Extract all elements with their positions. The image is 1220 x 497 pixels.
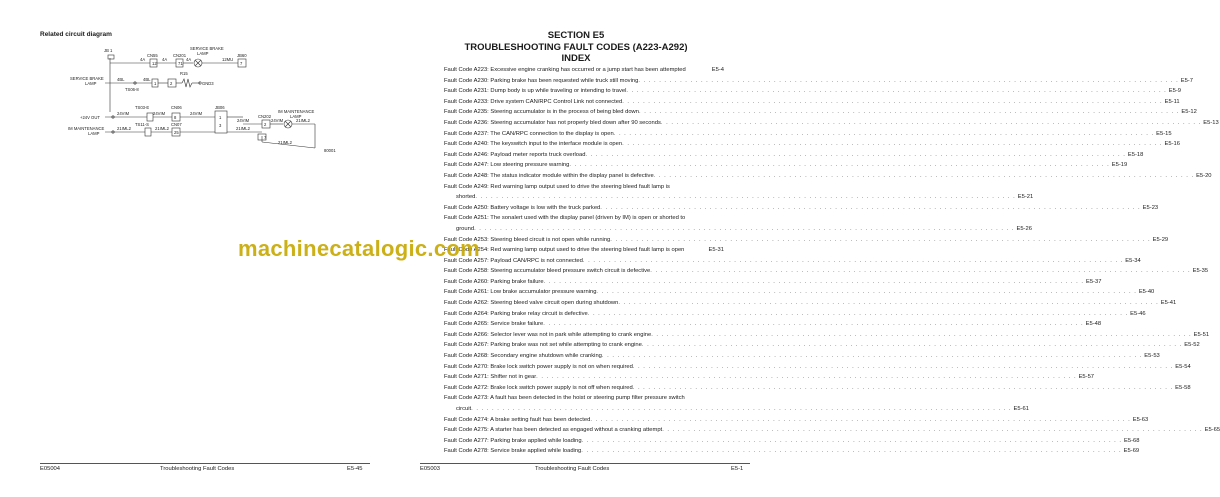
index-entry[interactable] [444, 182, 1034, 203]
footer-left-code: E05004 [40, 466, 60, 472]
index-entry-page: E5-12 [1181, 109, 1197, 116]
leader-dots [581, 446, 1121, 457]
index-entry-text: Fault Code A264: Parking brake relay circuit is defective [444, 310, 588, 317]
label-jb60: JB60 [237, 53, 247, 58]
leader-dots [569, 160, 1109, 171]
leader-dots [622, 97, 1162, 108]
index-entry-page: E5-13 [1203, 119, 1219, 126]
label-21iml2: 21IML2 [296, 118, 310, 123]
index-entry[interactable] [444, 97, 1180, 108]
index-entry[interactable] [444, 266, 1209, 277]
index-entry[interactable] [444, 235, 1169, 246]
leader-dots [618, 298, 1158, 309]
section-title: TROUBLESHOOTING FAULT CODES (A223-A292) [464, 41, 688, 53]
index-entry[interactable] [444, 76, 1193, 87]
leader-dots [600, 203, 1140, 214]
index-entry-continuation: shorted [456, 194, 476, 201]
label-21iml2-b: 21IML2 [117, 126, 131, 131]
index-entry-text: Fault Code A235: Steering accumulator is in the process of being bled down [444, 109, 639, 116]
label-sbl-left: SERVICE BRAKE [70, 76, 104, 81]
index-entry-text: Fault Code A233: Drive system CAN/RPC Control Link not connected [444, 98, 623, 105]
label-cn06: CN06 [171, 105, 182, 110]
footer-right-title: Troubleshooting Fault Codes [535, 466, 610, 472]
label-diagram-code: 80001 [324, 148, 336, 153]
label-12: 12 [152, 61, 157, 66]
index-entry-text: Fault Code A254: Red warning lamp output used to drive the steering bleed fault lamp is open [444, 247, 685, 254]
label-24vim: 24VIM [117, 111, 130, 116]
index-entry-text: Fault Code A240: The keyswitch input to the interface module is open [444, 141, 623, 148]
leader-dots [651, 330, 1191, 341]
index-entry-page: E5-35 [1192, 268, 1209, 275]
index-entry-text: Fault Code A271: Shifter not in gear [444, 374, 537, 381]
label-ts11: TS11-S [135, 122, 149, 127]
leader-dots [626, 86, 1166, 97]
leader-dots [585, 150, 1125, 161]
label-cn201: CN201 [173, 53, 187, 58]
leader-dots [662, 425, 1202, 436]
leader-dots [654, 171, 1194, 182]
index-entry-page: E5-26 [1016, 225, 1032, 232]
footer-left-page: E5-45 [347, 466, 363, 472]
index-entry-text: Fault Code A236: Steering accumulator has not properly bled down after 90 seconds [444, 119, 661, 126]
index-entry-text: Fault Code A261: Low brake accumulator pressure warning [444, 289, 597, 296]
label-2b: 2 [264, 122, 267, 127]
label-cn07: CN07 [171, 122, 182, 127]
index-entry[interactable] [444, 298, 1177, 309]
index-entry-text: Fault Code A253: Steering bleed circuit is not open while running [444, 236, 611, 243]
index-entry-page: E5-21 [1017, 194, 1034, 201]
index-entry-text: Fault Code A231: Dump body is up while traveling or intending to travel [444, 88, 627, 95]
leader-dots [650, 266, 1190, 277]
index-entry[interactable] [444, 287, 1155, 298]
index-entry[interactable] [444, 393, 1029, 414]
index-entry-text: Fault Code A258: Steering accumulator bleed pressure switch circuit is defective [444, 268, 651, 275]
label-4bl-2: 4BL [143, 77, 151, 82]
leader-dots [610, 235, 1150, 246]
index-entry-text: Fault Code A248: The status indicator module within the display panel is defective [444, 172, 654, 179]
index-entry[interactable] [444, 383, 1191, 394]
leader-dots [602, 351, 1142, 362]
index-entry-page: E5-19 [1111, 162, 1128, 169]
index-entry-text: Fault Code A273: A fault has been detected in the hoist or steering pump filter pressure switch [444, 395, 685, 402]
label-2: 2 [170, 81, 173, 86]
index-entry[interactable] [444, 436, 1140, 447]
index-entry[interactable] [444, 330, 1210, 341]
label-71: 71 [178, 61, 183, 66]
leader-dots [590, 415, 1130, 426]
index-entry-text: Fault Code A262: Steering bleed valve circuit open during shutdown [444, 300, 619, 307]
index-entry-text: Fault Code A223: Excessive engine cranking has occurred or a jump start has been attempted [444, 67, 686, 73]
label-24vim-5: 24VIM [271, 118, 284, 123]
label-24vim-3: 24VIM [190, 111, 203, 116]
index-entry-page: E5-69 [1123, 448, 1140, 455]
label-gnd3: GND3 [202, 81, 214, 86]
label-4a-3: 4A [186, 57, 192, 62]
label-cn202: CN202 [258, 114, 272, 119]
label-im-lamp-left2: LAMP [88, 131, 100, 136]
index-entry-text: Fault Code A277: Parking brake applied while loading [444, 437, 582, 444]
index-entry-page: E5-20 [1196, 172, 1212, 179]
footer-right-code: E05003 [420, 466, 440, 472]
label-1: 1 [154, 81, 157, 86]
index-entry-page: E5-61 [1013, 406, 1029, 412]
index-entry[interactable] [444, 118, 1219, 129]
leader-dots [475, 192, 1015, 203]
index-entry[interactable] [444, 107, 1197, 118]
index-entry-page: E5-57 [1078, 374, 1095, 381]
leader-dots [543, 319, 1083, 330]
label-sbl-left2: LAMP [85, 81, 97, 86]
index-entry[interactable] [444, 351, 1160, 362]
label-4a: 4A [140, 57, 146, 62]
index-entry-page: E5-23 [1142, 204, 1159, 211]
index-entry[interactable] [444, 203, 1159, 214]
index-entry-page: E5-34 [1125, 257, 1141, 264]
label-1b: 1 [219, 115, 222, 120]
leader-dots [633, 362, 1173, 373]
index-list [444, 65, 1220, 457]
label-jb06: JB06 [215, 105, 225, 110]
section-subtitle: INDEX [561, 53, 591, 64]
leader-dots [544, 277, 1084, 288]
index-entry-page: E5-58 [1175, 384, 1191, 391]
index-entry-continuation: circuit [456, 406, 472, 412]
leader-dots [471, 404, 1011, 415]
label-3: 3 [219, 123, 222, 128]
index-entry[interactable] [444, 129, 1172, 140]
label-im-lamp-right2: LAMP [290, 114, 302, 119]
index-entry-page: E5-4 [711, 67, 724, 73]
index-entry-text: Fault Code A278: Service brake applied while loading [444, 448, 582, 455]
label-4a-2: 4A [162, 57, 168, 62]
label-r15: R15 [180, 71, 188, 76]
label-24vim-2: 24VIM [153, 111, 166, 116]
label-im-lamp-left: IM MAINTENANCE [68, 126, 105, 131]
label-25: 25 [174, 130, 179, 135]
label-sbl-top: SERVICE BRAKE [190, 46, 224, 51]
index-entry-text: Fault Code A268: Secondary engine shutdown while cranking [444, 353, 602, 360]
index-entry-continuation: ground [456, 225, 475, 232]
index-entry-page: E5-53 [1144, 353, 1160, 360]
footer-rule-left [40, 463, 370, 464]
section-number: SECTION E5 [547, 30, 605, 41]
index-entry-text: Fault Code A246: Payload meter reports truck overload [444, 151, 586, 158]
index-entry-page: E5-51 [1193, 331, 1210, 338]
leader-dots [582, 436, 1122, 447]
index-entry-page: E5-16 [1164, 141, 1180, 148]
leader-dots [536, 372, 1076, 383]
index-entry-text: Fault Code A267: Parking brake was not set while attempting to crank engine [444, 342, 642, 349]
index-entry-page: E5-40 [1138, 289, 1155, 296]
leader-dots [622, 139, 1162, 150]
label-im-lamp-right: IM MAINTENANCE [278, 109, 315, 114]
index-entry-text: Fault Code A272: Brake lock switch power supply is not off when required [444, 384, 633, 391]
leader-dots [638, 76, 1178, 87]
index-entry-text: Fault Code A230: Parking brake has been requested while truck still moving [444, 77, 639, 84]
label-jb1: JB 1 [104, 48, 113, 53]
leader-dots [474, 224, 1014, 235]
label-21iml2-d: 21IML2 [236, 126, 250, 131]
index-entry-text: Fault Code A251: The sonalert used with the display panel (driven by IM) is open or shorted to [444, 215, 686, 222]
index-entry-page: E5-46 [1130, 310, 1146, 317]
index-entry-text: Fault Code A250: Battery voltage is low with the truck parked [444, 204, 601, 211]
index-entry[interactable] [444, 65, 724, 76]
index-entry[interactable] [444, 245, 724, 256]
leader-dots [583, 256, 1123, 267]
footer-right-page: E5-1 [731, 466, 744, 472]
index-entry-text: Fault Code A249: Red warning lamp output used to drive the steering bleed fault lamp is [444, 183, 670, 190]
index-entry-page: E5-37 [1085, 278, 1102, 285]
index-entry-page: E5-29 [1152, 236, 1169, 243]
index-entry-page: E5-52 [1184, 342, 1200, 349]
index-entry[interactable] [444, 362, 1191, 373]
index-entry[interactable] [444, 150, 1144, 161]
index-entry[interactable] [444, 171, 1212, 182]
leader-dots [633, 383, 1173, 394]
index-entry[interactable] [444, 372, 1095, 383]
watermark: machinecatalogic.com [238, 236, 480, 261]
index-entry[interactable] [444, 340, 1200, 351]
circuit-diagram [0, 0, 384, 170]
label-ts03: TS03-E [135, 105, 150, 110]
label-21iml2-f: 21IML2 [278, 140, 292, 145]
label-sbl-top2: LAMP [197, 51, 209, 56]
index-entry-text: Fault Code A265: Service brake failure [444, 321, 544, 328]
index-entry-page: E5-7 [1180, 77, 1193, 84]
label-24v-out: +24V OUT [80, 115, 100, 120]
index-entry-text: Fault Code A237: The CAN/RPC connection to the display is open [444, 130, 614, 137]
index-entry[interactable] [444, 309, 1146, 320]
leader-dots [639, 107, 1179, 118]
index-entry-text: Fault Code A275: A starter has been detected as engaged without a cranking attempt [444, 427, 663, 434]
diagram-title: Related circuit diagram [40, 31, 112, 38]
index-entry-page: E5-31 [708, 247, 724, 254]
label-cn55: CN55 [147, 53, 158, 58]
index-entry[interactable] [444, 160, 1128, 171]
index-entry[interactable] [444, 277, 1102, 288]
index-entry[interactable] [444, 213, 1032, 234]
leader-dots [642, 340, 1182, 351]
index-entry[interactable] [444, 256, 1141, 267]
leader-dots [596, 287, 1136, 298]
index-entry-text: Fault Code A247: Low steering pressure warning [444, 162, 570, 169]
index-entry-page: E5-54 [1175, 363, 1191, 370]
footer-left-title: Troubleshooting Fault Codes [160, 466, 235, 472]
index-entry[interactable] [444, 415, 1149, 426]
leader-dots [588, 309, 1128, 320]
index-entry-page: E5-65 [1204, 427, 1220, 434]
section-heading [384, 30, 768, 65]
index-entry-page: E5-15 [1156, 130, 1172, 137]
index-entry-text: Fault Code A260: Parking brake failure [444, 278, 544, 285]
index-entry-page: E5-48 [1085, 321, 1102, 328]
index-entry-text: Fault Code A266: Selector lever was not in park while attempting to crank engine [444, 331, 652, 338]
index-entry-text: Fault Code A274: A brake setting fault has been detected [444, 416, 591, 423]
index-entry-page: E5-68 [1124, 437, 1140, 444]
index-entry-page: E5-63 [1132, 416, 1149, 423]
label-21iml2-c: 21IML2 [155, 126, 169, 131]
index-entry-page: E5-41 [1160, 300, 1177, 307]
index-entry-text: Fault Code A270: Brake lock switch power supply is not on when required [444, 363, 633, 370]
index-entry-page: E5-11 [1164, 98, 1180, 105]
label-7: 7 [240, 61, 243, 66]
leader-dots [661, 118, 1201, 129]
index-entry[interactable] [444, 319, 1102, 330]
index-entry[interactable] [444, 446, 1140, 457]
label-12mu: 12MU [222, 57, 234, 62]
index-entry-page: E5-9 [1168, 88, 1182, 95]
label-7b: 7 [264, 135, 267, 140]
label-4bl: 4BL [117, 77, 125, 82]
leader-dots [614, 129, 1154, 140]
footer-rule-right [420, 463, 750, 464]
index-entry-text: Fault Code A257: Payload CAN/RPC is not connected [444, 257, 583, 264]
label-8: 8 [174, 115, 177, 120]
index-entry[interactable] [444, 139, 1180, 150]
label-24vim-4: 24VIM [237, 118, 250, 123]
label-ts06: TS06-8 [125, 87, 139, 92]
index-entry-page: E5-18 [1127, 151, 1144, 158]
index-entry[interactable] [444, 86, 1182, 97]
index-entry[interactable] [444, 425, 1220, 436]
